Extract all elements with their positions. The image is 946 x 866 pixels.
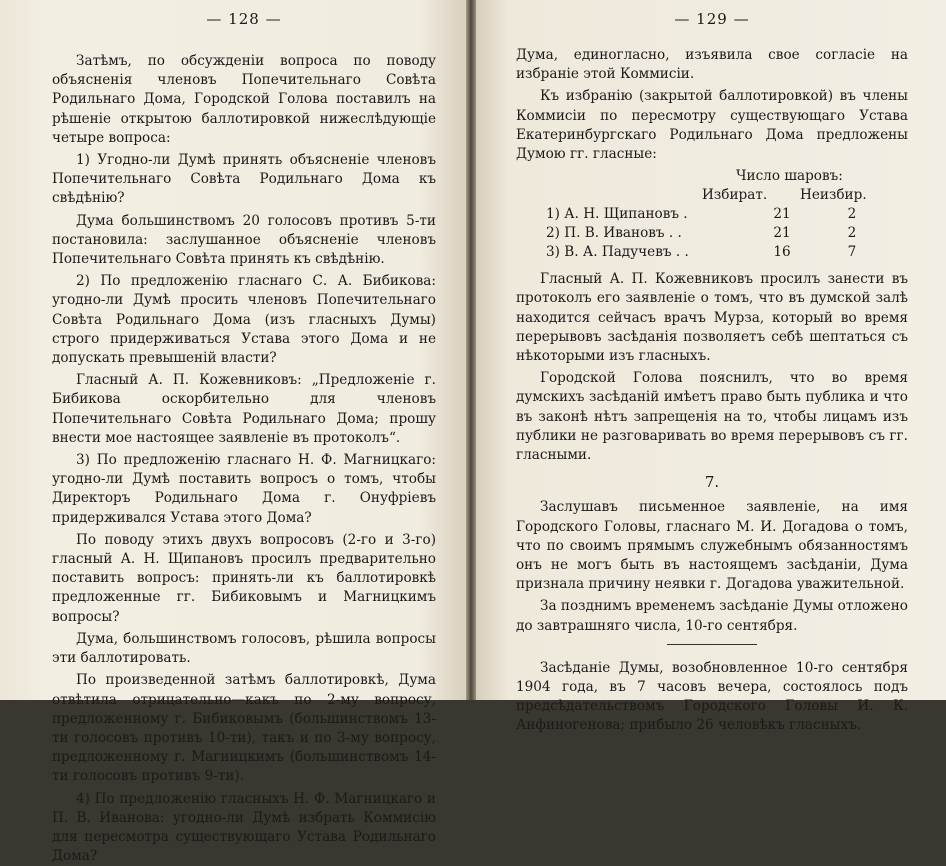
paragraph: Гласный А. П. Кожевниковъ: „Предложеніе г. Бибикова оскорбительно для членовъ Попечительнаго Совѣта Родильнаго Дома; прошу внести мое настоящее заявленіе въ протоколъ“. (52, 372, 436, 446)
paragraph: Затѣмъ, по обсужденіи вопроса по поводу объясненія членовъ Попечительнаго Совѣта Родильнаго Дома, Городской Голова поставилъ на рѣшеніе открытою баллотировкой нижеслѣдующіе четыре вопроса: (52, 53, 436, 146)
paragraph: 4) По предложенію гласныхъ Н. Ф. Магницкаго и П. В. Иванова: угодно-ли Думѣ избрать Коммисію для пересмотра существующаго Устава Родильнаго Дома? (52, 790, 436, 865)
not-elected-count: 7 (847, 244, 857, 261)
paragraph: Засѣданіе Думы, возобновленное 10-го сентября 1904 года, въ 7 часовъ вечера, состоялось подъ предсѣдательствомъ Городского Головы И. К. Анфиногенова; прибыло 26 человѣкъ гласныхъ. (516, 659, 908, 734)
page-number: — 129 — (674, 10, 750, 28)
right-page-text (516, 46, 908, 736)
table-row (516, 205, 908, 224)
not-elected-count: 2 (847, 206, 857, 223)
paragraph: Городской Голова пояснилъ, что во время думскихъ засѣданій имѣетъ право быть публика и что въ законѣ нѣтъ запрещенія на то, чтобы лицамъ изъ публики не разговаривать во время перерывовъ съ гг. гласными. (516, 370, 908, 464)
not-elected-count: 2 (847, 225, 857, 242)
paragraph: По произведенной затѣмъ баллотировкѣ, Дума отвѣтила отрицательно—какъ по 2-му вопросу, предложенному г. Бибиковымъ (большинствомъ 13-ти голосовъ противъ 10-ти), такъ и по 3-му вопросу, предложенному г. Магницкимъ (большинствомъ 14-ти голосовъ противъ 9-ти). (52, 672, 436, 785)
elected-count: 21 (773, 206, 791, 223)
book-gutter (466, 0, 476, 700)
divider (667, 644, 757, 645)
candidate-name: 1) А. Н. Щипановъ . (546, 206, 688, 223)
elected-count: 21 (773, 225, 791, 242)
table-header-main: Число шаровъ: (736, 168, 843, 185)
paragraph: 1) Угодно-ли Думѣ принять объясненіе членовъ Попечительнаго Совѣта Родильнаго Дома къ свѣдѣнію? (52, 152, 436, 207)
left-page-text (52, 52, 436, 866)
right-page (476, 0, 946, 734)
column-header-not-elected: Неизбир. (800, 187, 867, 204)
left-page (0, 0, 466, 865)
paragraph: По поводу этихъ двухъ вопросовъ (2-го и 3-го) гласный А. Н. Щипановъ просилъ предварительно поставить вопросъ: принять-ли къ баллотировкѣ предложенные гг. Бибиковымъ и Магницкимъ вопросы? (52, 531, 436, 625)
elected-count: 16 (773, 244, 791, 261)
table-header-columns (516, 186, 908, 205)
paragraph: Къ избранію (закрытой баллотировкой) въ члены Коммисіи по пересмотру существующаго Устава Екатеринбургскаго Родильнаго Дома предложены Думою гг. гласные: (516, 88, 908, 163)
paragraph: Дума большинствомъ 20 голосовъ противъ 5-ти постановила: заслушанное объясненіе членовъ Попечительнаго Совѣта принять къ свѣдѣнію. (52, 212, 436, 268)
table-row (516, 243, 908, 262)
ballot-table (516, 167, 908, 262)
paragraph: 2) По предложенію гласнаго С. А. Бибикова: угодно-ли Думѣ просить членовъ Попечительнаго Совѣта Родильнаго Дома (изъ гласныхъ Думы) строго придерживаться Устава этого Дома и не допускать превышеній власти? (52, 273, 436, 367)
table-row (516, 224, 908, 243)
page-number: — 128 — (206, 10, 282, 28)
paragraph: Заслушавъ письменное заявленіе, на имя Городского Головы, гласнаго М. И. Догадова о томъ, что по своимъ прямымъ служебнымъ обязанностямъ онъ не могъ быть въ настоящемъ засѣданіи, Дума признала причину неявки г. Догадова уважительной. (516, 499, 908, 593)
paragraph: Дума, единогласно, изъявила свое согласіе на избраніе этой Коммисіи. (516, 47, 908, 83)
paragraph: За позднимъ временемъ засѣданіе Думы отложено до завтрашняго числа, 10-го сентября. (516, 598, 908, 634)
section-number: 7. (704, 473, 720, 492)
candidate-name: 3) В. А. Падучевъ . . (546, 244, 689, 261)
paragraph: Гласный А. П. Кожевниковъ просилъ занести въ протоколъ его заявленіе о томъ, что въ думской залѣ находится сейчасъ врачъ Мурза, который во время перерывовъ засѣданія позволяетъ себѣ шептаться съ нѣкоторыми изъ гласныхъ. (516, 271, 908, 365)
paragraph: Дума, большинствомъ голосовъ, рѣшила вопросы эти баллотировать. (52, 630, 436, 667)
candidate-name: 2) П. В. Ивановъ . . (546, 225, 682, 242)
paragraph: 3) По предложенію гласнаго Н. Ф. Магницкаго: угодно-ли Думѣ поставить вопросъ о томъ, чтобы Директоръ Родильнаго Дома г. Онуфріевъ придерживался Устава этого Дома? (52, 452, 436, 526)
column-header-elected: Избират. (702, 187, 768, 204)
